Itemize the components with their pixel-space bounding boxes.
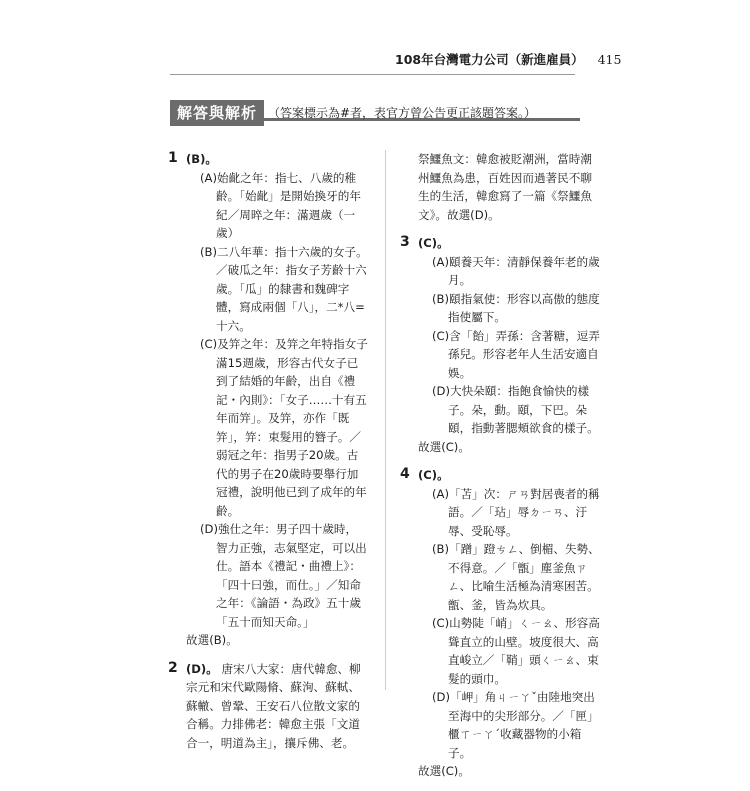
banner-note: （答案標示為#者，表官方曾公告更正該題答案。） — [268, 106, 537, 120]
question-4 — [400, 466, 600, 781]
question-2 — [168, 660, 368, 753]
question-number: 1 — [168, 150, 178, 166]
question-number: 4 — [400, 466, 410, 482]
question-3 — [400, 234, 600, 456]
option-d: (D)「岬」角ㄐㄧㄚˇ由陸地突出至海中的尖形部分。／「匣」櫃ㄒㄧㄚˊ收藏器物的小箱子。 — [432, 690, 599, 760]
page-header — [395, 50, 621, 68]
section-banner: 解答與解析 — [170, 100, 264, 126]
option-b: (B)二八年華：指十六歲的女子。／破瓜之年：指女子芳齡十六歲。「瓜」的隸書和魏碑字體，寫成兩個「八」，二*八=十六。 — [200, 244, 368, 333]
explanation-continued: 祭鱷魚文：韓愈被貶潮洲，當時潮州鱷魚為患，百姓因而過著民不聊生的生活，韓愈寫了一篇《祭鱷魚文》。故選(D)。 — [418, 152, 592, 222]
conclusion: 故選(C)。 — [418, 764, 470, 778]
question-2-continued — [400, 150, 600, 224]
option-d: (D)大快朵頤：指飽食愉快的樣子。朵，動。頤，下巴。朵頤，指動著腮頰欲食的樣子。 — [432, 384, 599, 435]
option-b: (B)「蹭」蹬ㄘㄥ、倒楣、失勢、不得意。／「甑」塵釜魚ㄗㄥ、比喻生活極為清寒困苦。甑、釜，皆為炊具。 — [432, 542, 600, 612]
option-c: (C)含「飴」弄孫：含著糖，逗弄孫兒。形容老年人生活安適自娛。 — [432, 328, 600, 380]
question-1 — [168, 150, 368, 650]
answer-key: (C)。 — [418, 236, 449, 250]
answer-key: (C)。 — [418, 468, 449, 482]
option-c: (C)及笄之年：及笄之年特指女子滿15週歲，形容古代女子已到了結婚的年齡，出自《禮記・內則》：「女子……十有五年而笄」。及笄，亦作「既笄」，笄：束髮用的簪子。／弱冠之年：指男子20歲。古代的男子在20歲時要舉行加冠禮，說明他已到了成年的年齡。 — [200, 337, 368, 518]
option-a: (A)始齔之年：指七、八歲的稚齡。「始齔」是開始換牙的年紀／周晬之年：滿週歲（一歲） — [200, 170, 361, 240]
answer-key: (D)。 — [186, 661, 218, 676]
question-number: 3 — [400, 234, 410, 250]
right-column — [400, 150, 600, 791]
option-a: (A)頤養天年：清靜保養年老的歲月。 — [432, 254, 600, 287]
option-a: (A)「苫」次：ㄕㄢ對居喪者的稱語。／「玷」辱ㄉㄧㄢ、汙辱、受恥辱。 — [432, 486, 600, 538]
option-c: (C)山勢陡「峭」ㄑㄧㄠ、形容高聳直立的山壁。坡度很大、高直峻立／「鞘」頭ㄑㄧㄠ、束髮的頭巾。 — [432, 616, 600, 686]
option-b: (B)頤指氣使：形容以高傲的態度指使屬下。 — [432, 291, 600, 324]
conclusion: 故選(B)。 — [186, 633, 238, 647]
left-column — [168, 150, 368, 762]
option-d: (D)強仕之年：男子四十歲時，智力正強，志氣堅定，可以出仕。語本《禮記・曲禮上》：「四十曰強，而仕。」／知命之年：《論語・為政》五十歲「五十而知天命。」 — [200, 522, 367, 629]
question-number: 2 — [168, 659, 178, 676]
column-divider — [385, 150, 386, 690]
page-number: 415 — [597, 52, 622, 67]
conclusion: 故選(C)。 — [418, 439, 470, 454]
header-title: 108年台灣電力公司（新進雇員） — [395, 52, 584, 67]
header-rule — [170, 74, 575, 75]
explanation: 唐宋八大家：唐代韓愈、柳宗元和宋代歐陽脩、蘇洵、蘇軾、蘇轍、曾鞏、王安石八位散文家的合稱。力排佛老：韓愈主張「文道合一，明道為主」，攘斥佛、老。 — [186, 661, 361, 750]
answer-key: (B)。 — [186, 152, 218, 166]
